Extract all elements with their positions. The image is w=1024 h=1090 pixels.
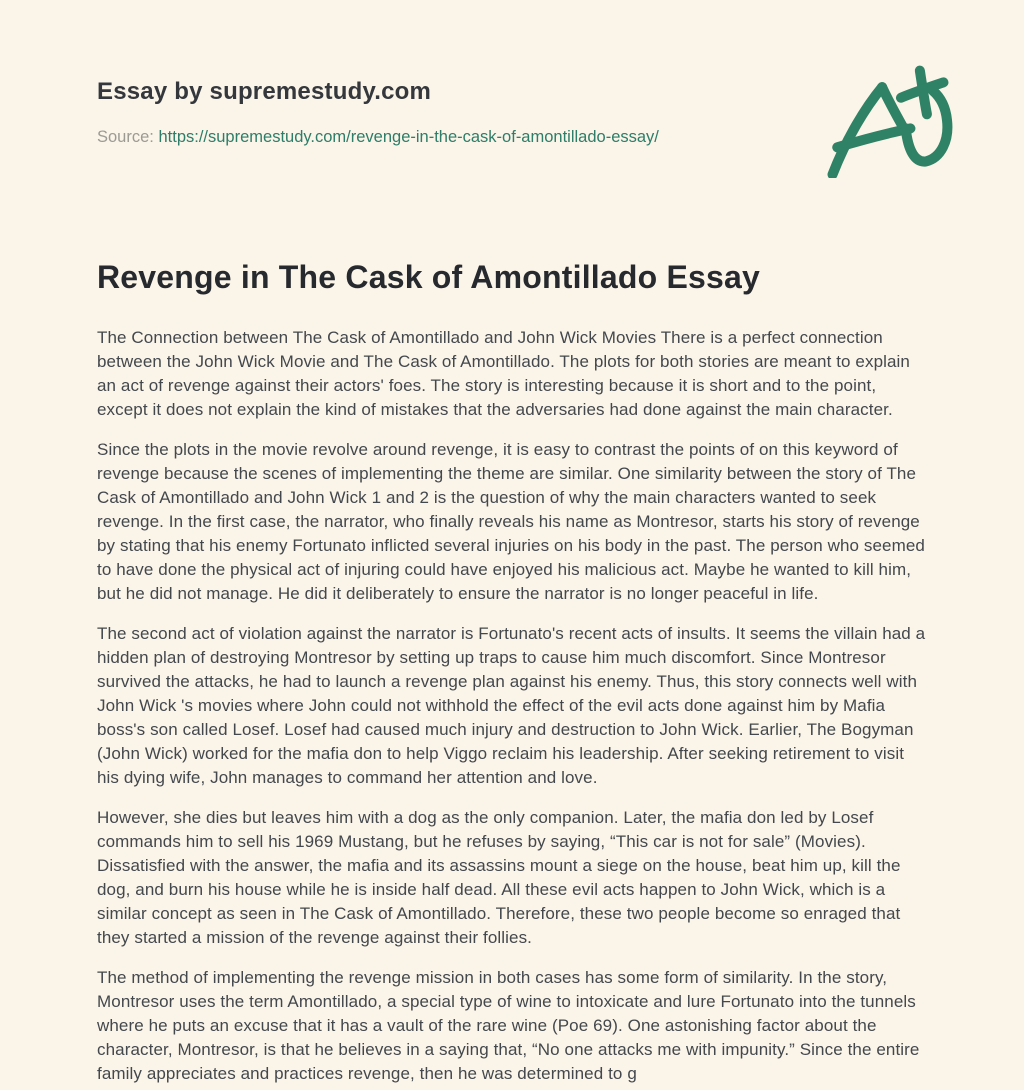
source-link[interactable]: https://supremestudy.com/revenge-in-the-cask-of-amontillado-essay/ xyxy=(158,128,659,146)
essay-paragraph: However, she dies but leaves him with a dog as the only companion. Later, the mafia don led by Losef commands him to sell his 1969 Mustang, but he refuses by saying, “This car is not for sale” (Movies). Dissatisfied with the answer, the mafia and its assassins mount a siege on the house, beat him up, kill the dog, and burn his house while he is inside half dead. All these evil acts happen to John Wick, which is a similar concept as seen in The Cask of Amontillado. Therefore, these two people become so enraged that they started a mission of the revenge against their follies. xyxy=(97,808,901,947)
essay-paragraph: Since the plots in the movie revolve around revenge, it is easy to contrast the points of on this keyword of revenge because the scenes of implementing the theme are similar. One similarity between the story of The Cask of Amontillado and John Wick 1 and 2 is the question of why the main characters wanted to seek revenge. In the first case, the narrator, who finally reveals his name as Montresor, starts his story of revenge by stating that his enemy Fortunato inflicted several injuries on his body in the past. The person who seemed to have done the physical act of injuring could have enjoyed his malicious act. Maybe he wanted to kill him, but he did not manage. He did it deliberately to ensure the narrator is no longer peaceful in life. xyxy=(97,440,925,603)
essay-byline: Essay by supremestudy.com xyxy=(97,78,432,105)
source-row xyxy=(97,128,927,147)
source-label: Source: xyxy=(97,128,154,146)
document-header xyxy=(97,0,927,147)
page-title: Revenge in The Cask of Amontillado Essay xyxy=(97,259,760,295)
a-plus-logo-icon xyxy=(821,60,955,178)
essay-paragraph: The method of implementing the revenge mission in both cases has some form of similarity. In the story, Montresor uses the term Amontillado, a special type of wine to intoxicate and lure Fortunato into the tunnels where he puts an excuse that it has a vault of the rare wine (Poe 69). One astonishing factor about the character, Montresor, is that he believes in a saying that, “No one attacks me with impunity.” Since the entire family appreciates and practices revenge, then he was determined to g xyxy=(97,968,920,1083)
essay-paragraph: The Connection between The Cask of Amontillado and John Wick Movies There is a perfect connection between the John Wick Movie and The Cask of Amontillado. The plots for both stories are meant to explain an act of revenge against their actors' foes. The story is interesting because it is short and to the point, except it does not explain the kind of mistakes that the adversaries had done against the main character. xyxy=(97,328,910,419)
essay-body xyxy=(97,326,927,1086)
essay-paragraph: The second act of violation against the narrator is Fortunato's recent acts of insults. It seems the villain had a hidden plan of destroying Montresor by setting up traps to cause him much discomfort. Since Montresor survived the attacks, he had to launch a revenge plan against his enemy. Thus, this story connects well with John Wick 's movies where John could not withhold the effect of the evil acts done against him by Mafia boss's son called Losef. Losef had caused much injury and destruction to John Wick. Earlier, The Bogyman (John Wick) worked for the mafia don to help Viggo reclaim his leadership. After seeking retirement to visit his dying wife, John manages to command her attention and love. xyxy=(97,624,926,787)
